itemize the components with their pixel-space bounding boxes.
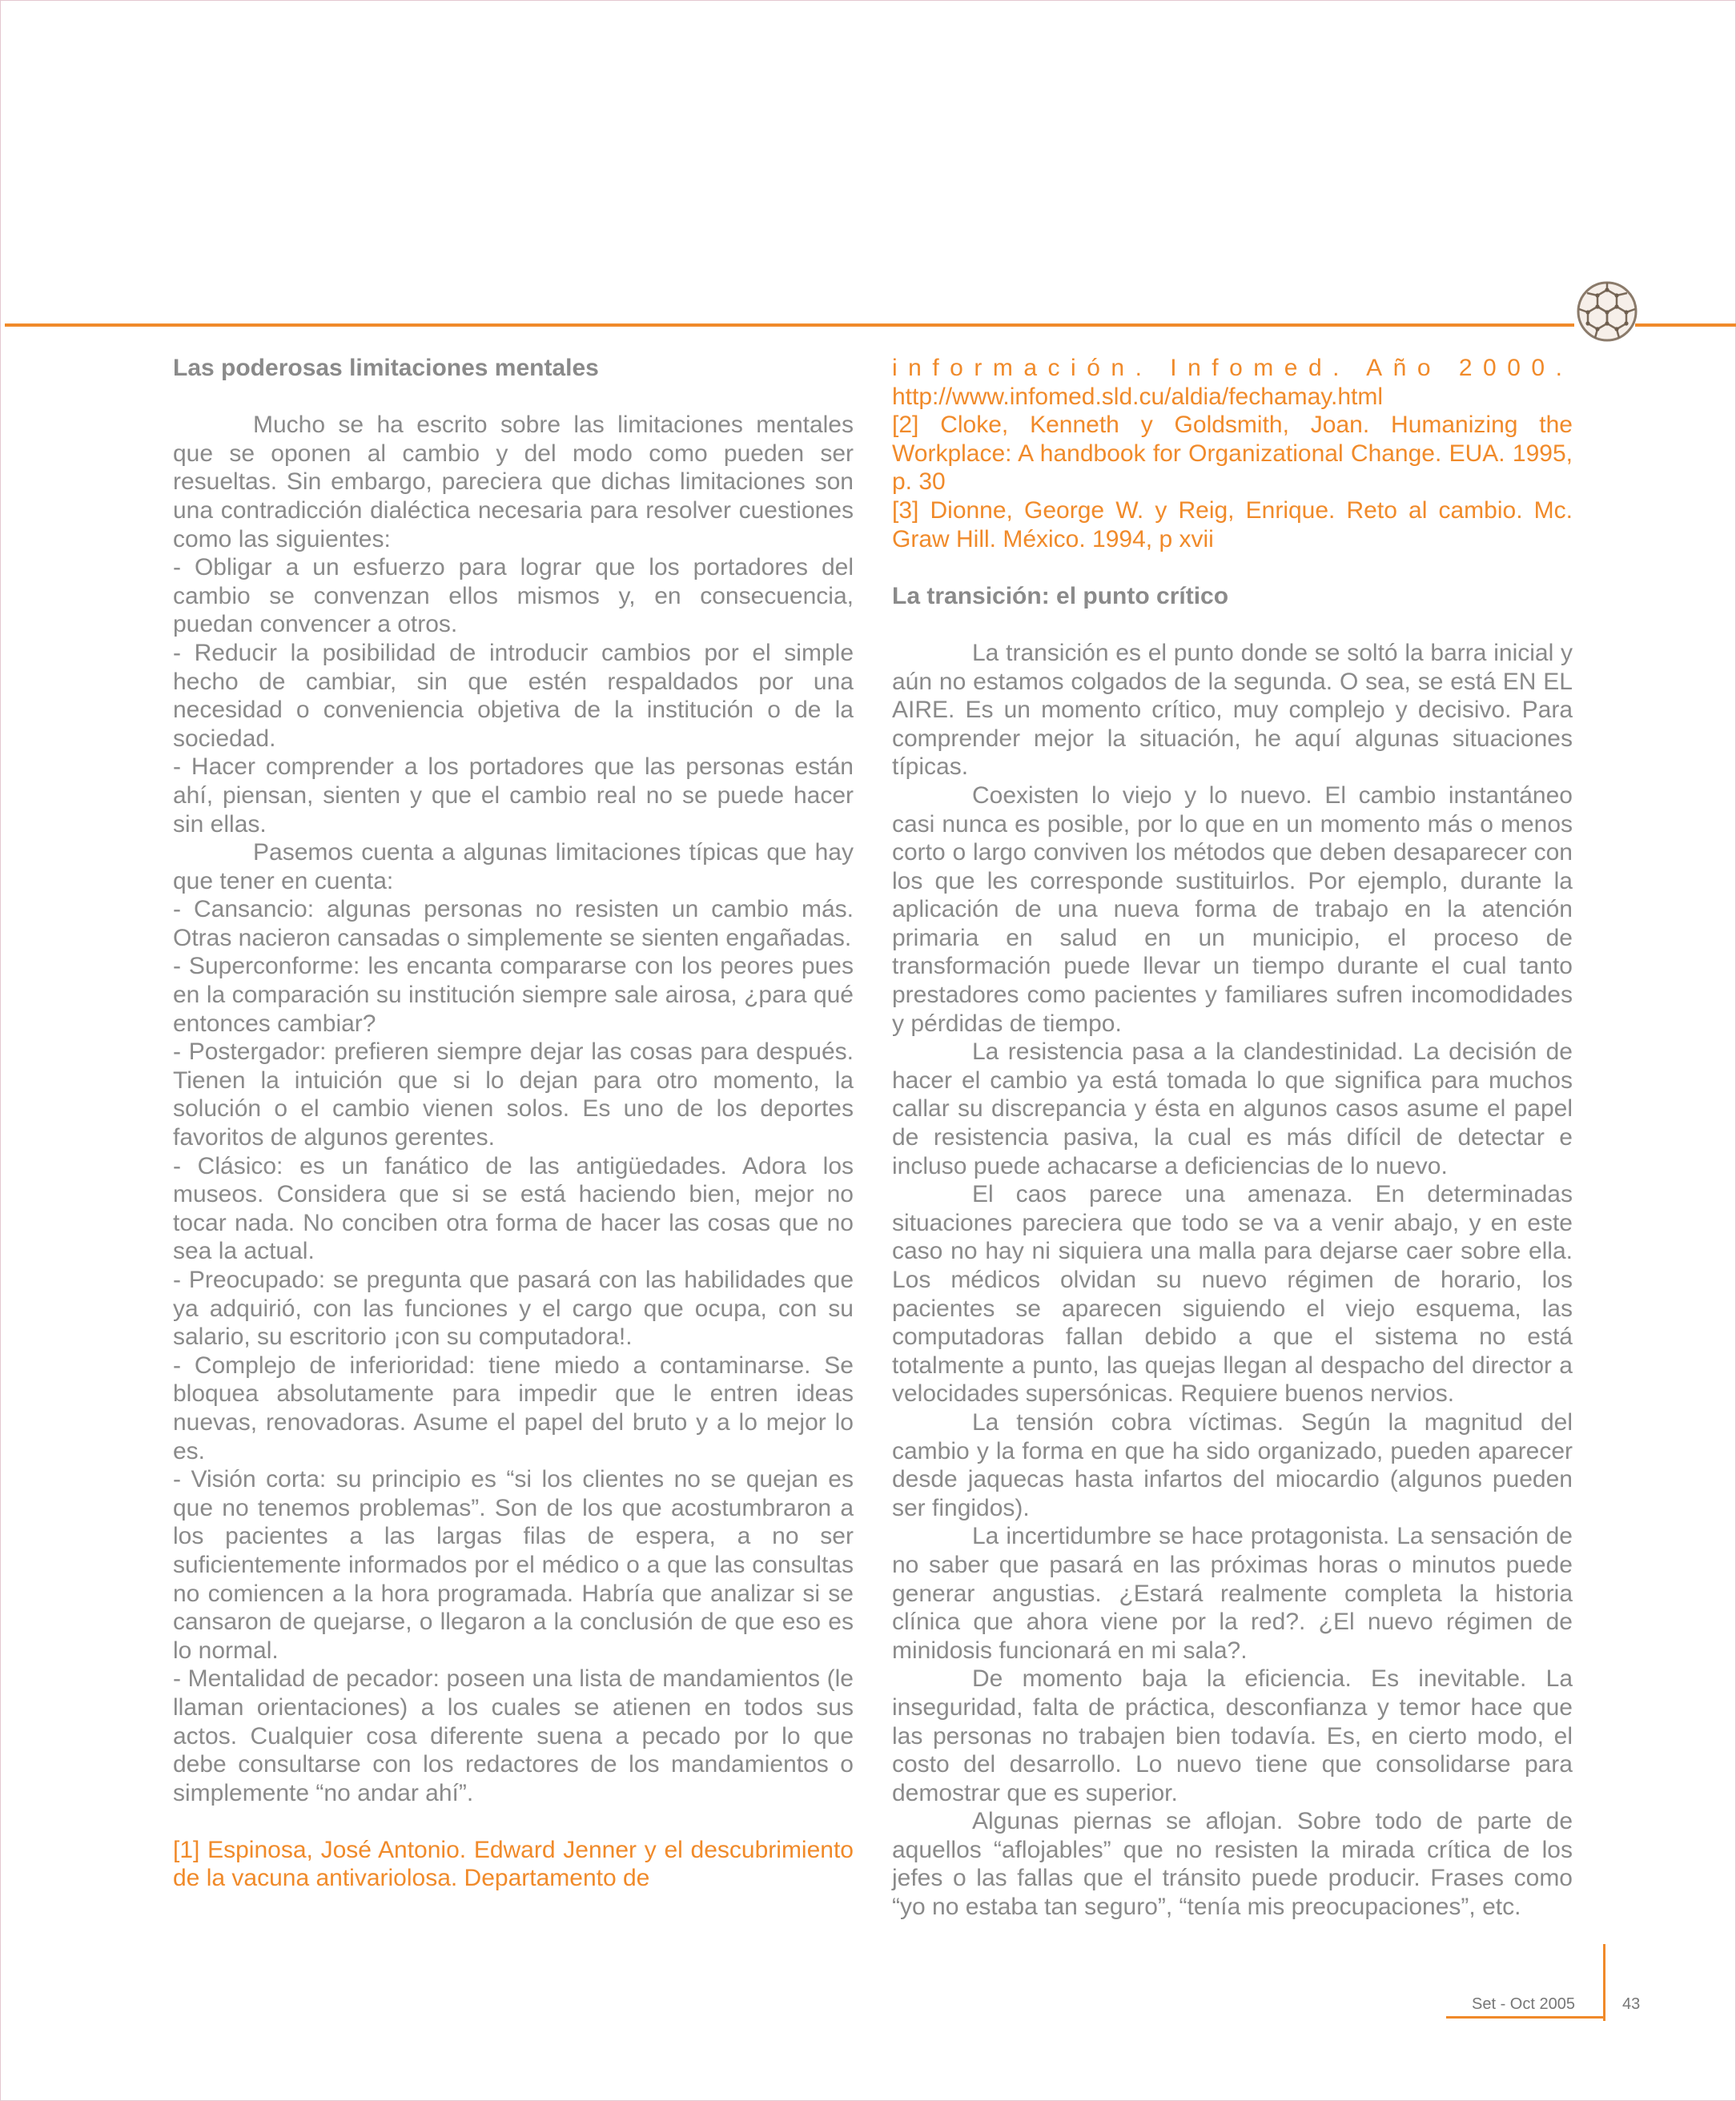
paragraph: La resistencia pasa a la clandestinidad. La decisión de hacer el cambio ya está tomada lo que significa para muchos callar su discrepancia y ésta en algunos casos asume el papel de resistencia pasiva, la cual es más difícil de detectar e incluso puede achacarse a deficiencias de lo nuevo. [892,1038,1573,1179]
spacer [892,610,1573,639]
list-item: - Hacer comprender a los portadores que las personas están ahí, piensan, sienten y que el cambio real no se puede hacer sin ellas. [173,753,854,838]
list-item: - Superconforme: les encanta compararse con los peores pues en la comparación su institución siempre sale airosa, ¿para qué entonces cambiar? [173,953,854,1037]
list-item: - Postergador: prefieren siempre dejar las cosas para después. Tienen la intuición que si lo dejan para otro momento, la solución o el cambio vienen solos. Es uno de los deportes favoritos de algunos gerentes. [173,1038,854,1151]
list-item: - Clásico: es un fanático de las antigüedades. Adora los museos. Considera que si se está haciendo bien, mejor no tocar nada. No conciben otra forma de hacer las cosas que no sea la actual. [173,1152,854,1265]
paragraph: De momento baja la eficiencia. Es inevitable. La inseguridad, falta de práctica, desconfianza y temor hace que las personas no trabajen bien todavía. Es, en cierto modo, el costo del desarrollo. Lo nuevo tiene que consolidarse para demostrar que es superior. [892,1665,1573,1806]
top-rule [5,323,1574,327]
issue-date: Set - Oct 2005 [1472,1995,1575,2013]
molecule-icon [1571,275,1643,347]
list-item: - Complejo de inferioridad: tiene miedo a contaminarse. Se bloquea absolutamente para impedir que le entren ideas nuevas, renovadoras. Asume el papel del bruto y a lo mejor lo es. [173,1352,854,1464]
reference-2: [2] Cloke, Kenneth y Goldsmith, Joan. Humanizing the Workplace: A handbook for Organizational Change. EUA. 1995, p. 30 [892,412,1573,496]
reference-1: [1] Espinosa, José Antonio. Edward Jenner y el descubrimiento de la vacuna antivariolosa. Departamento de [173,1836,854,1892]
list-item: - Mentalidad de pecador: poseen una lista de mandamientos (le llaman orientaciones) a los cuales se atienen en todos sus actos. Cualquier cosa diferente suena a pecado por lo que debe consultarse con los redactores de los mandamientos o simplemente “no andar ahí”. [173,1665,854,1806]
left-column [173,354,854,1893]
list-item: - Cansancio: algunas personas no resisten un cambio más. Otras nacieron cansadas o simplemente se sienten engañadas. [173,896,854,951]
paragraph: Coexisten lo viejo y lo nuevo. El cambio instantáneo casi nunca es posible, por lo que en un momento más o menos corto o largo conviven los métodos que deben desaparecer con los que les corresponde sustituirlos. Por ejemplo, durante la aplicación de una nueva forma de trabajo en la atención primaria en salud en un municipio, el proceso de transformación puede llevar un tiempo durante el cual tanto prestadores como pacientes y familiares sufren incomodidades y pérdidas de tiempo. [892,781,1573,1037]
right-column [892,354,1573,1922]
spacer [173,383,854,412]
spacer [892,553,1573,582]
top-rule-right [1635,323,1736,327]
paragraph: El caos parece una amenaza. En determinadas situaciones pareciera que todo se va a venir abajo, y en este caso no hay ni siquiera una malla para dejarse caer sobre ella. Los médicos olvidan su nuevo régimen de horario, los pacientes se aparecen siguiendo el viejo esquema, las computadoras fallan debido a que el sistema no está totalmente a punto, las quejas llegan al despacho del director a velocidades supersónicas. Requiere buenos nervios. [892,1181,1573,1408]
list-item: - Preocupado: se pregunta que pasará con las habilidades que ya adquirió, con las funciones y el cargo que ocupa, con su salario, su escritorio ¡con su computadora!. [173,1267,854,1351]
spacer [173,1807,854,1836]
paragraph: Pasemos cuenta a algunas limitaciones típicas que hay que tener en cuenta: [173,839,854,894]
reference-1-continued: información. Infomed. Año 2000. [892,355,1573,381]
section-heading-transicion: La transición: el punto crítico [892,582,1229,609]
paragraph: La tensión cobra víctimas. Según la magnitud del cambio y la forma en que ha sido organizado, pueden aparecer desde jaquecas hasta infartos del miocardio (algunos pueden ser fingidos). [892,1408,1573,1521]
list-item: - Reducir la posibilidad de introducir cambios por el simple hecho de cambiar, sin que estén respaldados por una necesidad o conveniencia objetiva de la institución o de la sociedad. [173,639,854,752]
reference-3: [3] Dionne, George W. y Reig, Enrique. Reto al cambio. Mc. Graw Hill. México. 1994, p xvii [892,496,1573,552]
reference-1-url[interactable]: http://www.infomed.sld.cu/aldia/fechamay.html [892,383,1384,410]
list-item: - Obligar a un esfuerzo para lograr que los portadores del cambio se convenzan ellos mismos y, en consecuencia, puedan convencer a otros. [173,554,854,638]
section-heading-limitaciones: Las poderosas limitaciones mentales [173,355,599,381]
paragraph: Algunas piernas se aflojan. Sobre todo de parte de aquellos “aflojables” que no resisten la mirada crítica de los jefes o las fallas que el tránsito puede producir. Frases como “yo no estaba tan seguro”, “tenía mis preocupaciones”, etc. [892,1808,1573,1921]
page-number: 43 [1622,1995,1641,2013]
paragraph: Mucho se ha escrito sobre las limitaciones mentales que se oponen al cambio y del modo como pueden ser resueltas. Sin embargo, pareciera que dichas limitaciones son una contradicción dialéctica necesaria para resolver cuestiones como las siguientes: [173,412,854,552]
list-item: - Visión corta: su principio es “si los clientes no se quejan es que no tenemos problemas”. Son de los que acostumbraron a los pacientes a las largas filas de espera, a no ser suficientemente informados por el médico o a que las consultas no comiencen a la hora programada. Habría que analizar si se cansaron de quejarse, o llegaron a la conclusión de que eso es lo normal. [173,1466,854,1664]
footer-vertical-rule [1603,1944,1605,2021]
footer-horizontal-rule [1446,2016,1603,2019]
paragraph: La transición es el punto donde se soltó la barra inicial y aún no estamos colgados de la segunda. O sea, se está EN EL AIRE. Es un momento crítico, muy complejo y decisivo. Para comprender mejor la situación, he aquí algunas situaciones típicas. [892,639,1573,781]
paragraph: La incertidumbre se hace protagonista. La sensación de no saber que pasará en las próximas horas o minutos puede generar angustias. ¿Estará realmente completa la historia clínica que ahora viene por la red?. ¿El nuevo régimen de minidosis funcionará en mi sala?. [892,1523,1573,1664]
